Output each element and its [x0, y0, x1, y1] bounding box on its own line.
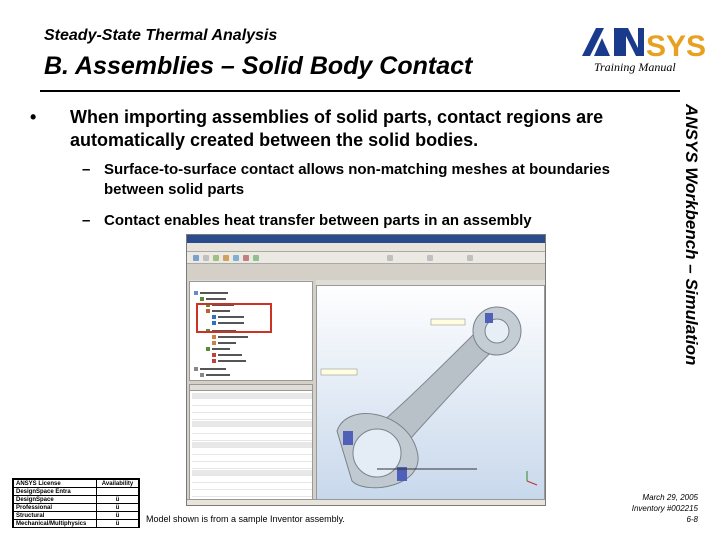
sub-bullet-marker: – — [82, 212, 91, 229]
license-availability: ü — [97, 520, 139, 528]
license-availability — [97, 488, 139, 496]
screenshot-title-bar — [187, 235, 545, 243]
license-name: Mechanical/Multiphysics — [14, 520, 97, 528]
bullet-marker: • — [30, 107, 37, 127]
figure-caption: Model shown is from a sample Inventor assembly. — [146, 514, 345, 524]
training-manual-label: Training Manual — [594, 60, 676, 74]
ansys-logo — [580, 22, 708, 62]
contact-highlight-box — [196, 303, 272, 333]
screenshot-tab-strip — [187, 243, 545, 252]
sub-bullet-text: Surface-to-surface contact allows non-matching meshes at boundaries between solid parts — [104, 161, 610, 198]
sub-bullet-text: Contact enables heat transfer between parts in an assembly — [104, 212, 532, 229]
footer-page-number: 6-8 — [686, 515, 698, 524]
slide-footer — [560, 492, 698, 525]
ansys-logo-graphic — [580, 22, 708, 62]
footer-date: March 29, 2005 — [642, 493, 698, 502]
license-name: DesignSpace — [14, 496, 97, 504]
license-table — [12, 478, 140, 528]
side-label-container — [676, 104, 706, 422]
sub-bullet-marker: – — [82, 161, 91, 178]
workbench-screenshot — [186, 234, 546, 506]
footer-inventory: Inventory #002215 — [631, 504, 698, 513]
license-availability: ü — [97, 512, 139, 520]
header-rule — [40, 90, 680, 92]
license-name: Professional — [14, 504, 97, 512]
slide-title: B. Assemblies – Solid Body Contact — [44, 52, 473, 80]
screenshot-status-bar — [187, 499, 545, 505]
details-panel — [189, 384, 313, 506]
bullet-text: When importing assemblies of solid parts, contact regions are automatically created between the solid bodies. — [70, 107, 604, 150]
connecting-rod-model — [317, 281, 546, 501]
viewport-header — [316, 280, 545, 286]
license-availability: ü — [97, 504, 139, 512]
side-label: ANSYS Workbench – Simulation — [682, 104, 701, 366]
slide-subtitle: Steady-State Thermal Analysis — [44, 27, 278, 44]
license-header: ANSYS License — [14, 480, 97, 488]
license-availability: ü — [97, 496, 139, 504]
license-name: DesignSpace Entra — [14, 488, 97, 496]
svg-text:SYS: SYS — [646, 30, 707, 62]
screenshot-toolbar — [187, 252, 545, 264]
availability-header: Availability — [97, 480, 139, 488]
license-name: Structural — [14, 512, 97, 520]
graphics-viewport — [316, 280, 545, 500]
